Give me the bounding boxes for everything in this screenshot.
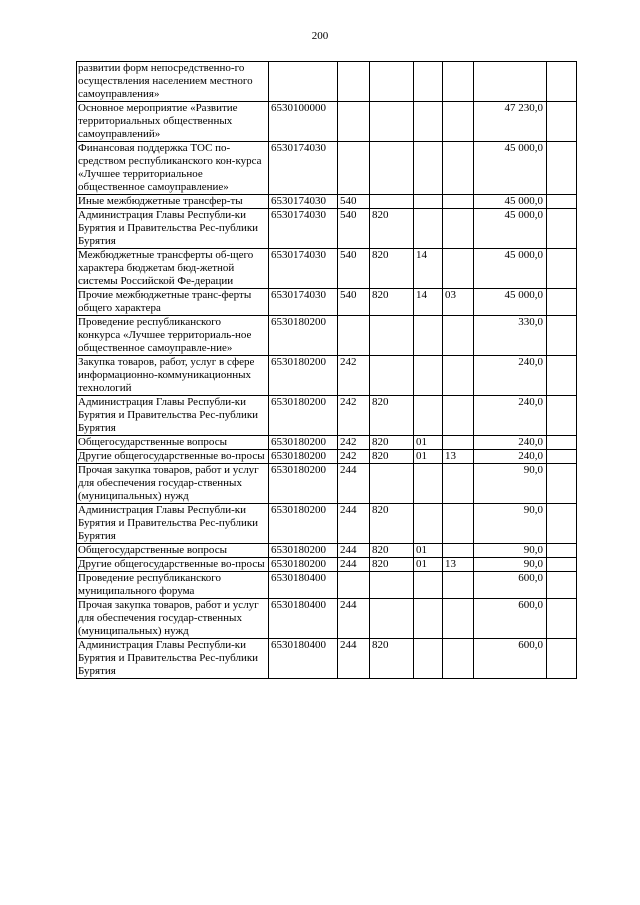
subsection-code-cell [443,102,474,142]
subsection-code-cell [443,436,474,450]
table-row [77,102,577,142]
administrator-code-cell: 820 [370,436,414,450]
amount-cell: 45 000,0 [474,195,547,209]
expense-type-code-cell: 244 [338,464,370,504]
expense-type-code-cell: 244 [338,544,370,558]
row-name-cell: развитии форм непосредственно-го осуществления населением местного самоуправления» [77,62,269,102]
row-name-cell: Администрация Главы Республи-ки Бурятия и Правительства Рес-публики Бурятия [77,504,269,544]
amount-cell: 47 230,0 [474,102,547,142]
extra-cell [547,289,577,316]
administrator-code-cell [370,195,414,209]
target-article-code-cell: 6530174030 [269,249,338,289]
section-code-cell [414,504,443,544]
extra-cell [547,209,577,249]
row-name-cell: Прочая закупка товаров, работ и услуг для обеспечения государ-ственных (муниципальных) нужд [77,599,269,639]
expense-type-code-cell [338,142,370,195]
table-row [77,195,577,209]
row-name-cell: Общегосударственные вопросы [77,544,269,558]
target-article-code-cell: 6530180200 [269,316,338,356]
target-article-code-cell: 6530180200 [269,450,338,464]
target-article-code-cell: 6530180200 [269,464,338,504]
extra-cell [547,195,577,209]
subsection-code-cell: 03 [443,289,474,316]
expense-type-code-cell: 540 [338,289,370,316]
table-row [77,599,577,639]
expense-type-code-cell: 540 [338,209,370,249]
amount-cell [474,62,547,102]
section-code-cell [414,356,443,396]
row-name-cell: Администрация Главы Республи-ки Бурятия и Правительства Рес-публики Бурятия [77,639,269,679]
administrator-code-cell [370,572,414,599]
subsection-code-cell [443,599,474,639]
subsection-code-cell: 13 [443,558,474,572]
administrator-code-cell: 820 [370,558,414,572]
amount-cell: 240,0 [474,450,547,464]
section-code-cell: 01 [414,450,443,464]
amount-cell: 90,0 [474,558,547,572]
subsection-code-cell: 13 [443,450,474,464]
administrator-code-cell: 820 [370,396,414,436]
administrator-code-cell: 820 [370,209,414,249]
target-article-code-cell: 6530100000 [269,102,338,142]
row-name-cell: Закупка товаров, работ, услуг в сфере информационно-коммуникационных технологий [77,356,269,396]
row-name-cell: Администрация Главы Республи-ки Бурятия и Правительства Рес-публики Бурятия [77,396,269,436]
extra-cell [547,356,577,396]
amount-cell: 45 000,0 [474,289,547,316]
administrator-code-cell [370,464,414,504]
table-row [77,142,577,195]
subsection-code-cell [443,464,474,504]
table-row [77,62,577,102]
subsection-code-cell [443,544,474,558]
administrator-code-cell [370,142,414,195]
extra-cell [547,544,577,558]
target-article-code-cell: 6530180200 [269,356,338,396]
extra-cell [547,639,577,679]
target-article-code-cell [269,62,338,102]
extra-cell [547,464,577,504]
subsection-code-cell [443,316,474,356]
extra-cell [547,558,577,572]
table-row [77,289,577,316]
amount-cell: 45 000,0 [474,249,547,289]
table-row [77,558,577,572]
expense-type-code-cell: 244 [338,599,370,639]
expense-type-code-cell: 244 [338,639,370,679]
section-code-cell: 01 [414,558,443,572]
extra-cell [547,450,577,464]
subsection-code-cell [443,195,474,209]
row-name-cell: Администрация Главы Республи-ки Бурятия и Правительства Рес-публики Бурятия [77,209,269,249]
amount-cell: 600,0 [474,599,547,639]
row-name-cell: Другие общегосударственные во-просы [77,450,269,464]
amount-cell: 90,0 [474,504,547,544]
table-row [77,450,577,464]
target-article-code-cell: 6530180400 [269,572,338,599]
administrator-code-cell: 820 [370,504,414,544]
subsection-code-cell [443,249,474,289]
administrator-code-cell: 820 [370,289,414,316]
table-row [77,316,577,356]
expense-type-code-cell [338,316,370,356]
table-row [77,504,577,544]
row-name-cell: Общегосударственные вопросы [77,436,269,450]
target-article-code-cell: 6530180400 [269,639,338,679]
extra-cell [547,572,577,599]
target-article-code-cell: 6530180200 [269,504,338,544]
amount-cell: 600,0 [474,572,547,599]
target-article-code-cell: 6530180200 [269,544,338,558]
extra-cell [547,599,577,639]
expense-type-code-cell: 242 [338,450,370,464]
administrator-code-cell: 820 [370,249,414,289]
section-code-cell [414,572,443,599]
amount-cell: 90,0 [474,544,547,558]
extra-cell [547,142,577,195]
expense-type-code-cell [338,62,370,102]
administrator-code-cell: 820 [370,639,414,679]
target-article-code-cell: 6530180200 [269,436,338,450]
section-code-cell [414,195,443,209]
extra-cell [547,396,577,436]
row-name-cell: Прочие межбюджетные транс-ферты общего характера [77,289,269,316]
row-name-cell: Межбюджетные трансферты об-щего характера бюджетам бюд-жетной системы Российской Фе-дерации [77,249,269,289]
table-row [77,639,577,679]
table-row [77,572,577,599]
row-name-cell: Финансовая поддержка ТОС по-средством республиканского кон-курса «Лучшее территориальное общественное самоуправление» [77,142,269,195]
budget-table-body [77,62,577,679]
row-name-cell: Проведение республиканского конкурса «Лучшее территориаль-ное общественное самоуправле-ние» [77,316,269,356]
section-code-cell: 01 [414,436,443,450]
section-code-cell [414,599,443,639]
administrator-code-cell [370,62,414,102]
amount-cell: 240,0 [474,396,547,436]
administrator-code-cell: 820 [370,544,414,558]
administrator-code-cell [370,599,414,639]
amount-cell: 240,0 [474,436,547,450]
section-code-cell [414,639,443,679]
section-code-cell: 01 [414,544,443,558]
row-name-cell: Другие общегосударственные во-просы [77,558,269,572]
amount-cell: 90,0 [474,464,547,504]
target-article-code-cell: 6530174030 [269,195,338,209]
amount-cell: 600,0 [474,639,547,679]
target-article-code-cell: 6530174030 [269,209,338,249]
page-number: 200 [311,30,329,42]
expense-type-code-cell: 242 [338,396,370,436]
administrator-code-cell [370,316,414,356]
section-code-cell: 14 [414,289,443,316]
amount-cell: 45 000,0 [474,142,547,195]
amount-cell: 330,0 [474,316,547,356]
section-code-cell [414,62,443,102]
table-row [77,396,577,436]
subsection-code-cell [443,639,474,679]
table-row [77,436,577,450]
target-article-code-cell: 6530180400 [269,599,338,639]
section-code-cell: 14 [414,249,443,289]
table-row [77,464,577,504]
table-row [77,544,577,558]
subsection-code-cell [443,504,474,544]
expense-type-code-cell [338,102,370,142]
amount-cell: 240,0 [474,356,547,396]
expense-type-code-cell: 242 [338,356,370,396]
subsection-code-cell [443,209,474,249]
section-code-cell [414,396,443,436]
extra-cell [547,62,577,102]
extra-cell [547,102,577,142]
section-code-cell [414,142,443,195]
expense-type-code-cell: 242 [338,436,370,450]
amount-cell: 45 000,0 [474,209,547,249]
target-article-code-cell: 6530180200 [269,396,338,436]
section-code-cell [414,464,443,504]
extra-cell [547,504,577,544]
expense-type-code-cell: 244 [338,558,370,572]
extra-cell [547,436,577,450]
row-name-cell: Основное мероприятие «Развитие территориальных общественных самоуправлений» [77,102,269,142]
subsection-code-cell [443,396,474,436]
table-row [77,249,577,289]
table-row [77,209,577,249]
budget-table [76,61,577,679]
expense-type-code-cell: 244 [338,504,370,544]
subsection-code-cell [443,356,474,396]
target-article-code-cell: 6530180200 [269,558,338,572]
section-code-cell [414,209,443,249]
row-name-cell: Прочая закупка товаров, работ и услуг для обеспечения государ-ственных (муниципальных) нужд [77,464,269,504]
section-code-cell [414,316,443,356]
row-name-cell: Проведение республиканского муниципального форума [77,572,269,599]
administrator-code-cell: 820 [370,450,414,464]
extra-cell [547,316,577,356]
target-article-code-cell: 6530174030 [269,142,338,195]
subsection-code-cell [443,572,474,599]
expense-type-code-cell: 540 [338,249,370,289]
administrator-code-cell [370,356,414,396]
expense-type-code-cell: 540 [338,195,370,209]
subsection-code-cell [443,142,474,195]
table-row [77,356,577,396]
extra-cell [547,249,577,289]
target-article-code-cell: 6530174030 [269,289,338,316]
administrator-code-cell [370,102,414,142]
row-name-cell: Иные межбюджетные трансфер-ты [77,195,269,209]
subsection-code-cell [443,62,474,102]
section-code-cell [414,102,443,142]
expense-type-code-cell [338,572,370,599]
